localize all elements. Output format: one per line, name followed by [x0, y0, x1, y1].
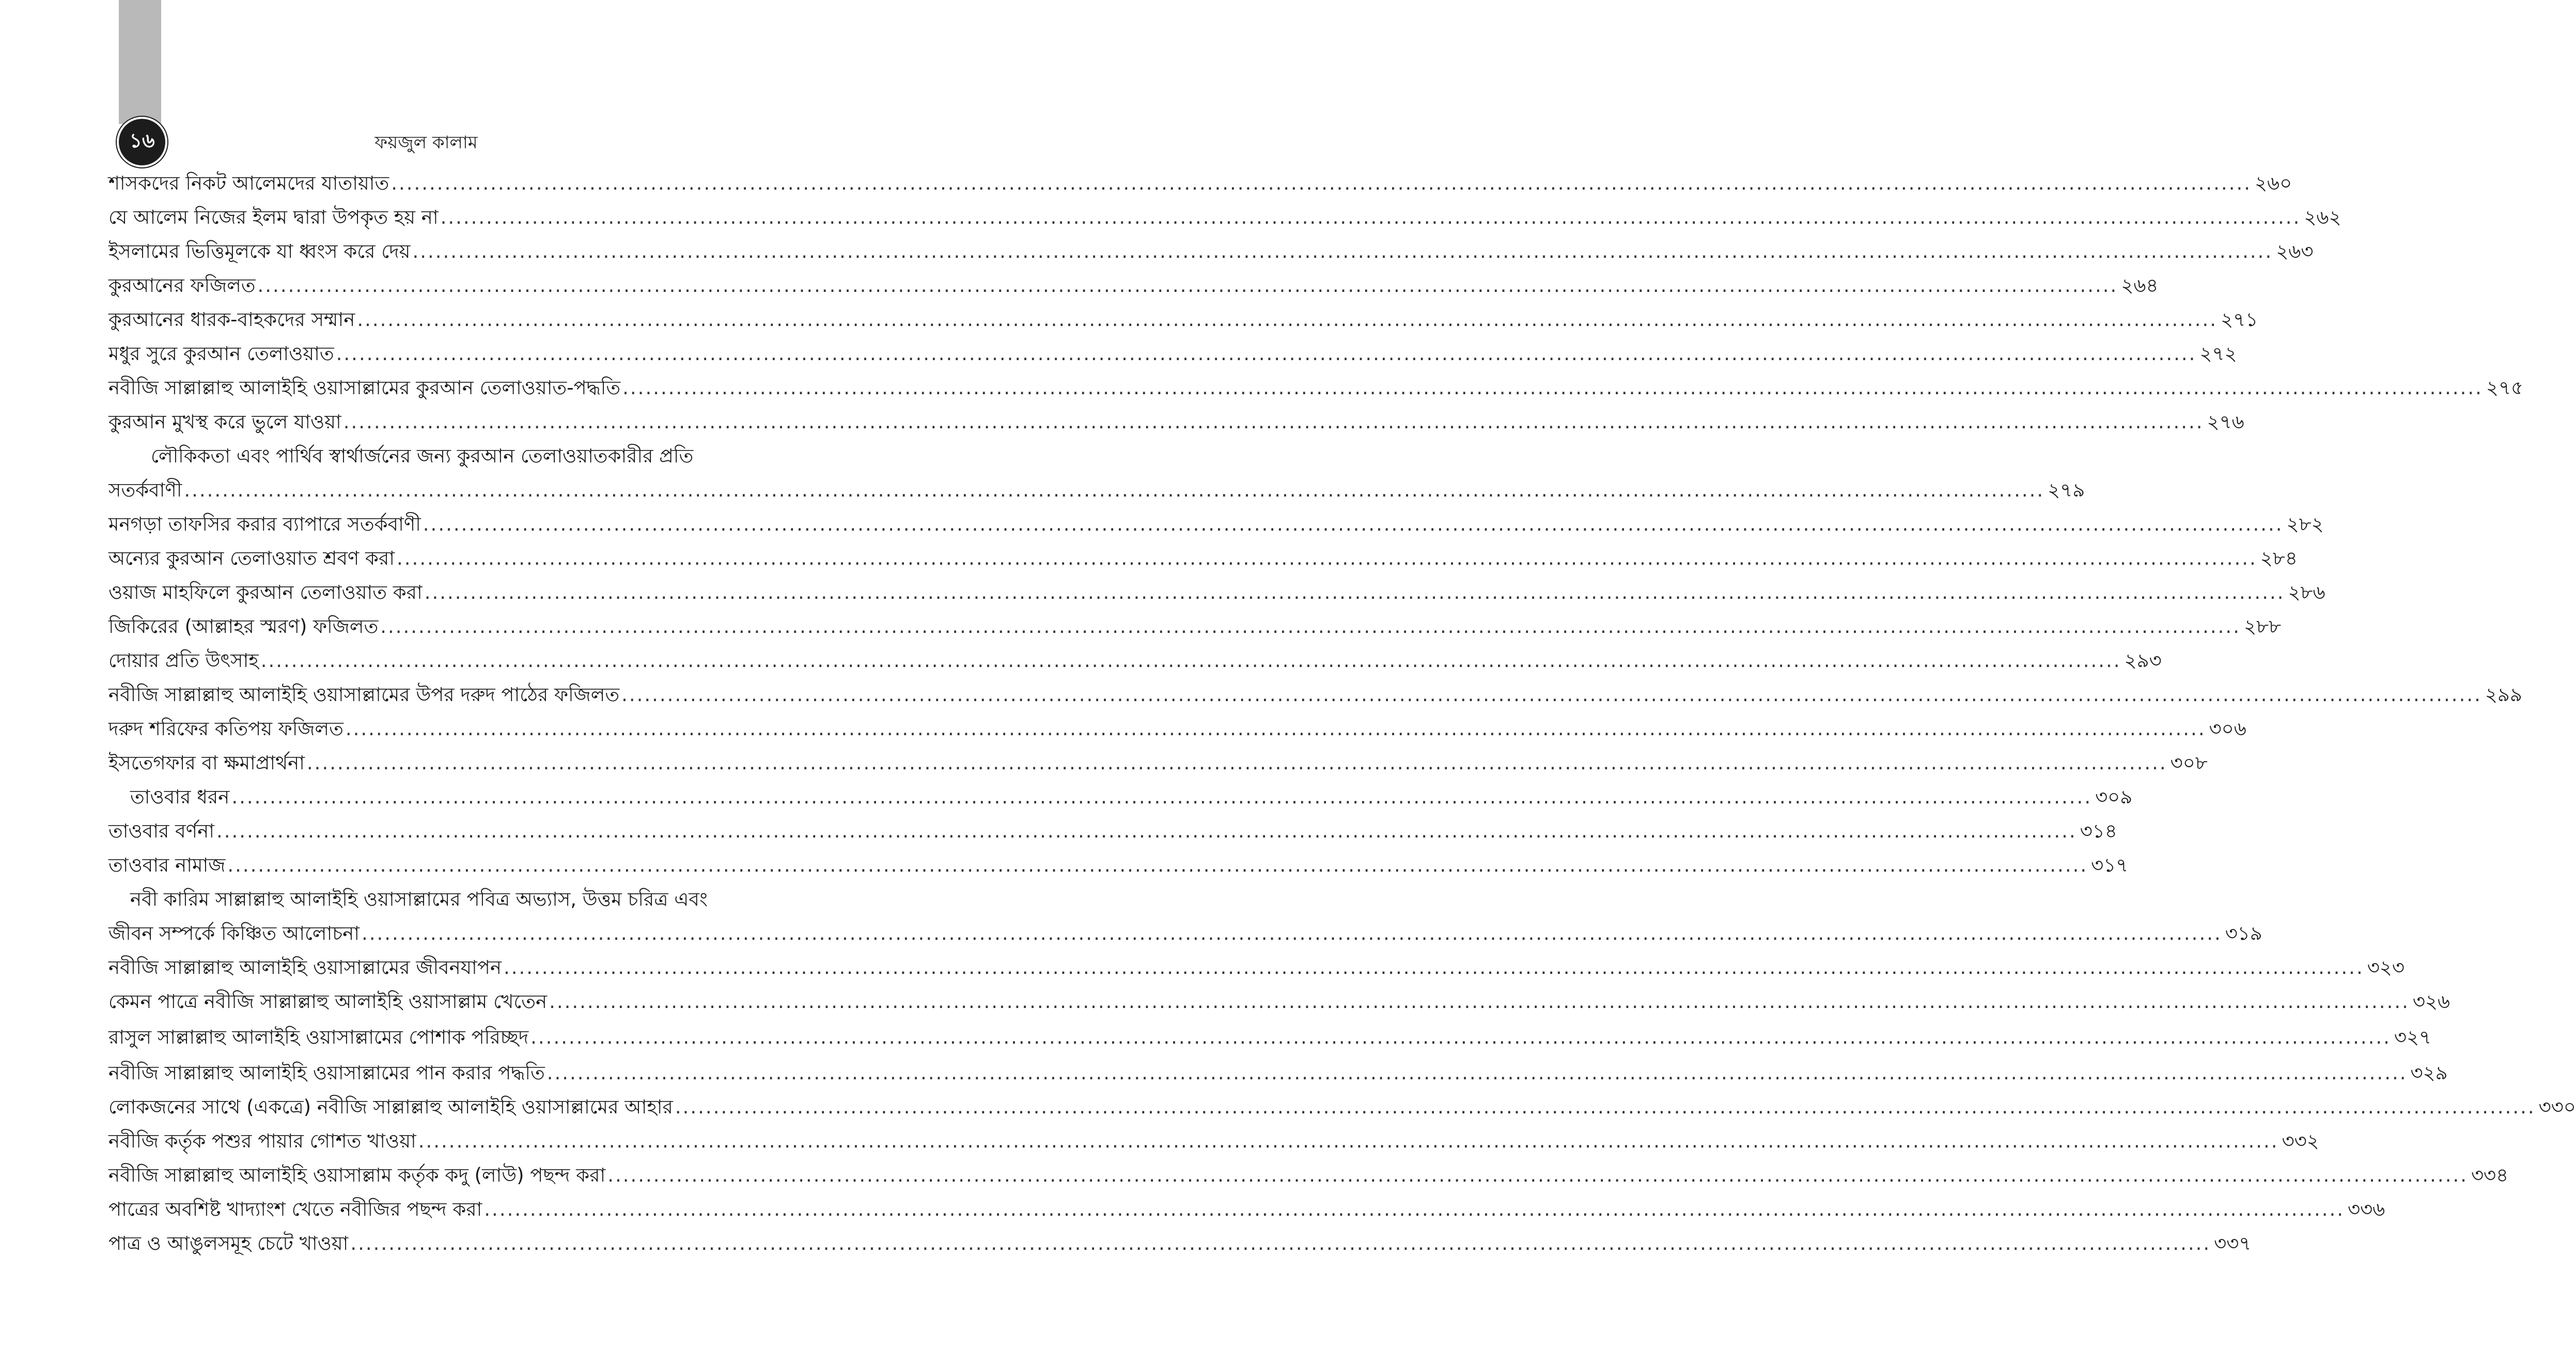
- toc-entry: [108, 576, 2325, 610]
- toc-entry-page-number: ২৭৫: [2486, 377, 2524, 399]
- toc-dot-leader: [549, 985, 2410, 1019]
- toc-entry-page-number: ৩২৬: [2412, 990, 2450, 1013]
- toc-entry-page-number: ৩১৭: [2091, 854, 2129, 876]
- toc-entry: [108, 1124, 2319, 1158]
- toc-dot-leader: [307, 746, 2167, 780]
- toc-entry-title: মনগড়া তাফসির করার ব্যাপারে সতর্কবাণী: [108, 513, 421, 535]
- toc-entry: [108, 166, 2292, 200]
- toc-entry-page-number: ২৭১: [2221, 308, 2258, 331]
- toc-entry: [108, 235, 2314, 269]
- toc-entry-title: নবীজি সাল্লাল্লাহু আলাইহি ওয়াসাল্লামের উপর দরুদ পাঠের ফজিলত: [108, 684, 620, 706]
- toc-dot-leader: [530, 1019, 2391, 1056]
- toc-entry-title: নবীজি সাল্লাল্লাহু আলাইহি ওয়াসাল্লামের কুরআন তেলাওয়াত-পদ্ধতি: [108, 377, 621, 399]
- toc-entry: [108, 1158, 2509, 1192]
- toc-entry-title: যে আলেম নিজের ইলম দ্বারা উপকৃত হয় না: [108, 206, 439, 228]
- toc-entry-page-number: ৩২৭: [2394, 1026, 2432, 1048]
- toc-entry-page-number: ৩৩০: [2538, 1096, 2576, 1118]
- toc-entry: [108, 1056, 2448, 1090]
- toc-entry-title: নবীজি সাল্লাল্লাহু আলাইহি ওয়াসাল্লামের জীবনযাপন: [108, 956, 502, 979]
- toc-dot-leader: [607, 1158, 2468, 1192]
- toc-entry: [108, 405, 2244, 439]
- table-of-contents: [108, 166, 2576, 1261]
- toc-entry-page-number: ২৮৪: [2260, 547, 2298, 569]
- toc-entry: [108, 200, 2341, 235]
- toc-entry-title: কেমন পাত্রে নবীজি সাল্লাল্লাহু আলাইহি ওয়াসাল্লাম খেতেন: [108, 990, 548, 1013]
- toc-dot-leader: [184, 473, 2044, 507]
- toc-entry-title: কুরআনের ধারক-বাহকদের সম্মান: [108, 308, 355, 331]
- toc-entry: [108, 303, 2258, 337]
- toc-entry: [108, 610, 2282, 644]
- toc-entry-title: ওয়াজ মাহফিলে কুরআন তেলাওয়াত করা: [108, 581, 423, 603]
- toc-entry: [108, 780, 2133, 814]
- toc-entry-title: পাত্রের অবশিষ্ট খাদ্যাংশ খেতে নবীজির পছন্দ করা: [108, 1198, 482, 1220]
- toc-entry-title: কুরআন মুখস্থ করে ভুলে যাওয়া: [108, 411, 341, 433]
- toc-dot-leader: [547, 1056, 2408, 1090]
- toc-entry-lead-line: নবী কারিম সাল্লাল্লাহু আলাইহি ওয়াসাল্লামের পবিত্র অভ্যাস, উত্তম চরিত্র এবং: [130, 888, 708, 910]
- toc-dot-leader: [397, 541, 2257, 576]
- page-tab-decoration: [119, 0, 161, 124]
- toc-entry: [108, 712, 2246, 746]
- toc-entry: [108, 507, 2324, 541]
- toc-entry-page-number: ২৯৩: [2124, 649, 2162, 672]
- toc-dot-leader: [391, 166, 2252, 200]
- toc-entry-title: শাসকদের নিকট আলেমদের যাতায়াত: [108, 172, 389, 194]
- toc-entry-page-number: ২৮২: [2286, 513, 2324, 535]
- toc-dot-leader: [258, 269, 2118, 303]
- toc-entry-page-number: ২৮৬: [2288, 581, 2325, 603]
- toc-entry-title: মধুর সুরে কুরআন তেলাওয়াত: [108, 343, 334, 365]
- toc-entry: [108, 985, 2450, 1019]
- toc-dot-leader: [227, 848, 2088, 882]
- toc-entry-page-number: ২৯৯: [2485, 684, 2522, 706]
- toc-dot-leader: [362, 917, 2222, 951]
- toc-entry: [108, 1090, 2576, 1124]
- toc-entry: [108, 541, 2298, 576]
- toc-entry-title: জিকিরের (আল্লাহর স্মরণ) ফজিলত: [108, 615, 379, 638]
- toc-entry-title: জীবন সম্পর্কে কিঞ্চিত আলোচনা: [108, 922, 360, 944]
- toc-dot-leader: [441, 200, 2301, 235]
- toc-entry: [108, 746, 2208, 780]
- toc-dot-leader: [418, 1124, 2279, 1158]
- toc-entry-page-number: ৩২৯: [2410, 1062, 2448, 1084]
- page-number-badge: ১৬: [117, 117, 167, 167]
- toc-entry-page-number: ৩৩৬: [2348, 1198, 2385, 1220]
- toc-entry: [108, 473, 2085, 507]
- toc-entry: [108, 1192, 2385, 1227]
- toc-entry-page-number: ৩১৯: [2225, 922, 2262, 944]
- toc-entry-title: ইসতেগফার বা ক্ষমাপ্রার্থনা: [108, 752, 305, 774]
- toc-entry-title: দোয়ার প্রতি উৎসাহ: [108, 649, 259, 672]
- toc-entry-page-number: ২৮৮: [2243, 615, 2282, 638]
- toc-entry-title: তাওবার বর্ণনা: [108, 820, 214, 842]
- toc-entry: [108, 951, 2405, 985]
- running-header-book-title: ফয়জুল কালাম: [374, 132, 478, 153]
- toc-dot-leader: [423, 507, 2284, 541]
- toc-entry-title: সতর্কবাণী: [108, 479, 182, 501]
- toc-dot-leader: [357, 303, 2218, 337]
- toc-dot-leader: [261, 644, 2121, 678]
- toc-entry-page-number: ৩০৯: [2095, 786, 2133, 808]
- toc-entry-page-number: ২৬৪: [2121, 274, 2159, 297]
- toc-entry-page-number: ৩৩২: [2282, 1130, 2319, 1152]
- toc-entry-page-number: ২৭২: [2199, 343, 2237, 365]
- toc-entry-page-number: ২৭৬: [2207, 411, 2244, 433]
- toc-dot-leader: [425, 576, 2285, 610]
- toc-dot-leader: [346, 712, 2206, 746]
- toc-entry-page-number: ২৬৩: [2276, 240, 2314, 262]
- toc-entry: [108, 814, 2117, 848]
- toc-entry: [108, 917, 2262, 951]
- toc-entry-title: কুরআনের ফজিলত: [108, 274, 256, 297]
- toc-entry: [108, 678, 2522, 712]
- toc-entry: [108, 644, 2162, 678]
- toc-entry-page-number: ২৭৯: [2048, 479, 2085, 501]
- toc-entry: [108, 1019, 2432, 1056]
- toc-entry-title: ইসলামের ভিত্তিমূলকে যা ধ্বংস করে দেয়: [108, 240, 411, 262]
- toc-entry-title: নবীজি সাল্লাল্লাহু আলাইহি ওয়াসাল্লাম কর্তৃক কদু (লাউ) পছন্দ করা: [108, 1164, 606, 1186]
- toc-dot-leader: [380, 610, 2241, 644]
- toc-dot-leader: [350, 1227, 2211, 1261]
- toc-entry: [108, 371, 2524, 405]
- toc-entry-page-number: ৩০৮: [2170, 752, 2208, 774]
- toc-entry-page-number: ৩০৬: [2209, 718, 2246, 740]
- toc-entry-lead-line: লৌকিকতা এবং পার্থিব স্বার্থার্জনের জন্য কুরআন তেলাওয়াতকারীর প্রতি: [151, 445, 694, 467]
- toc-entry-title: অন্যের কুরআন তেলাওয়াত শ্রবণ করা: [108, 547, 395, 569]
- toc-entry-title: নবীজি কর্তৃক পশুর পায়ার গোশত খাওয়া: [108, 1130, 416, 1152]
- toc-entry: [108, 269, 2159, 303]
- toc-entry-title: নবীজি সাল্লাল্লাহু আলাইহি ওয়াসাল্লামের পান করার পদ্ধতি: [108, 1062, 545, 1084]
- toc-entry-title: তাওবার নামাজ: [108, 854, 226, 876]
- toc-entry-page-number: ৩২৩: [2367, 956, 2405, 979]
- toc-dot-leader: [504, 951, 2364, 985]
- toc-dot-leader: [344, 405, 2204, 439]
- toc-entry: [108, 848, 2129, 882]
- toc-entry-page-number: ৩৩৭: [2214, 1232, 2252, 1254]
- toc-entry-title: দরুদ শরিফের কতিপয় ফজিলত: [108, 718, 344, 740]
- toc-entry-page-number: ২৬০: [2254, 172, 2292, 194]
- toc-entry: [108, 1227, 2252, 1261]
- toc-entry-page-number: ২৬২: [2304, 206, 2341, 228]
- toc-dot-leader: [675, 1090, 2536, 1124]
- toc-dot-leader: [621, 678, 2482, 712]
- toc-dot-leader: [484, 1192, 2345, 1227]
- toc-entry-title: পাত্র ও আঙুলসমূহ চেটে খাওয়া: [108, 1232, 349, 1254]
- toc-dot-leader: [622, 371, 2483, 405]
- toc-entry-title: রাসুল সাল্লাল্লাহু আলাইহি ওয়াসাল্লামের পোশাক পরিচ্ছদ: [108, 1026, 529, 1048]
- toc-dot-leader: [336, 337, 2197, 371]
- toc-dot-leader: [412, 235, 2273, 269]
- toc-entry-page-number: ৩১৪: [2080, 820, 2117, 842]
- toc-dot-leader: [231, 780, 2092, 814]
- toc-entry-title: তাওবার ধরন: [130, 786, 230, 808]
- toc-entry: [108, 337, 2237, 371]
- toc-dot-leader: [216, 814, 2077, 848]
- toc-entry-page-number: ৩৩৪: [2471, 1164, 2509, 1186]
- toc-entry-title: লোকজনের সাথে (একত্রে) নবীজি সাল্লাল্লাহু আলাইহি ওয়াসাল্লামের আহার: [108, 1096, 673, 1118]
